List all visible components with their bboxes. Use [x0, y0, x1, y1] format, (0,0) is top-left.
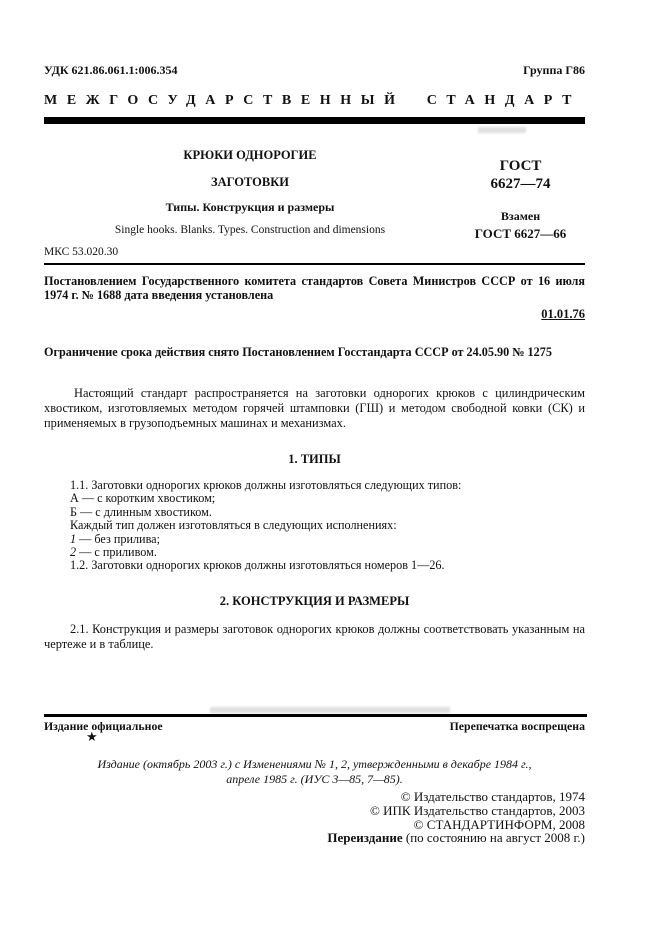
effective-date: 01.01.76 [541, 307, 585, 321]
star-icon: ★ [86, 729, 98, 744]
group-code: Группа Г86 [523, 63, 585, 77]
header-divider-bar [44, 117, 585, 124]
replaces-number: ГОСТ 6627—66 [474, 226, 567, 241]
clause-1-2: 1.2. Заготовки однорогих крюков должны изготовляться номеров 1—26. [70, 558, 445, 573]
classification-row [44, 63, 585, 78]
gost-number: 6627—74 [490, 176, 551, 192]
version-2-text: — с приливом. [76, 545, 157, 560]
clause-2-1: 2.1. Конструкция и размеры заготовок однорогих крюков должны соответствовать указанным на чертеже и в таблице. [44, 622, 585, 651]
limitation-paragraph: Ограничение срока действия снято Постановлением Госстандарта СССР от 24.05.90 № 1275 [44, 345, 552, 359]
standard-kind-heading: МЕЖГОСУДАРСТВЕННЫЙ СТАНДАРТ [44, 93, 582, 108]
versions-intro-line: Каждый тип должен изготовляться в следующих исполнениях: [70, 518, 397, 533]
copyright-line-2003: © ИПК Издательство стандартов, 2003 [370, 802, 585, 818]
copyright-block [44, 790, 587, 845]
reissue-label: Переиздание [327, 830, 403, 846]
title-block [44, 140, 585, 242]
document-subtitle-en: Single hooks. Blanks. Types. Construction and dimensions [114, 224, 386, 236]
decree-paragraph: Постановлением Государственного комитета стандартов Совета Министров СССР от 16 июля 1974 г. № 1688 дата введения установлена [44, 274, 585, 302]
document-title-line2: ЗАГОТОВКИ [210, 175, 289, 189]
scan-artifact [210, 707, 450, 713]
udk-code: УДК 621.86.061.1:006.354 [44, 63, 178, 77]
edition-note-line2: апреле 1985 г. (ИУС 3—85, 7—85). [226, 772, 403, 786]
copyright-line-2008: © СТАНДАРТИНФОРМ, 2008 [413, 816, 585, 832]
version-1-text: — без прилива; [76, 531, 160, 546]
version-1-line [70, 533, 611, 546]
footer-status-row [44, 719, 585, 734]
version-2-line [70, 546, 611, 559]
reissue-line [44, 831, 585, 845]
document-title-line1: КРЮКИ ОДНОРОГИЕ [183, 148, 317, 162]
version-1-number: 1 [70, 531, 77, 546]
section-1-body [44, 479, 611, 573]
section-divider-rule [44, 263, 585, 265]
reissue-text: (по состоянию на август 2008 г.) [402, 830, 585, 846]
type-a-line: А — с коротким хвостиком; [70, 491, 216, 506]
gost-label: ГОСТ [499, 158, 542, 174]
mks-code: МКС 53.020.30 [44, 246, 119, 258]
section-1-heading: 1. ТИПЫ [288, 452, 341, 466]
copyright-line-1974: © Издательство стандартов, 1974 [400, 789, 585, 804]
type-b-line: Б — с длинным хвостиком. [70, 504, 212, 519]
scan-artifact [478, 127, 526, 133]
gost-designation [456, 157, 585, 193]
clause-1-1: 1.1. Заготовки однорогих крюков должны изготовляться следующих типов: [70, 478, 462, 492]
replaces-label: Взамен [500, 209, 541, 223]
edition-note-line1: Издание (октябрь 2003 г.) с Изменениями № 1, 2, утвержденными в декабре 1984 г., [97, 757, 532, 771]
edition-note [44, 757, 585, 787]
title-right-column [456, 140, 585, 242]
reprint-prohibited-label: Перепечатка воспрещена [449, 719, 585, 733]
scope-paragraph: Настоящий стандарт распространяется на заготовки однорогих крюков с цилиндрическим хвостиком, изготовляемых методом горячей штамповки (ГШ) и методом свободной ковки (СК) и применяемых в грузоподъемных машинах и механизмах. [44, 386, 585, 430]
section-2-heading: 2. КОНСТРУКЦИЯ И РАЗМЕРЫ [219, 594, 410, 608]
version-2-number: 2 [70, 545, 77, 560]
official-edition-label: Издание официальное [44, 719, 163, 733]
footer-divider-bar [44, 714, 587, 717]
document-subtitle-ru: Типы. Конструкция и размеры [165, 200, 335, 214]
title-left-column [44, 140, 456, 242]
